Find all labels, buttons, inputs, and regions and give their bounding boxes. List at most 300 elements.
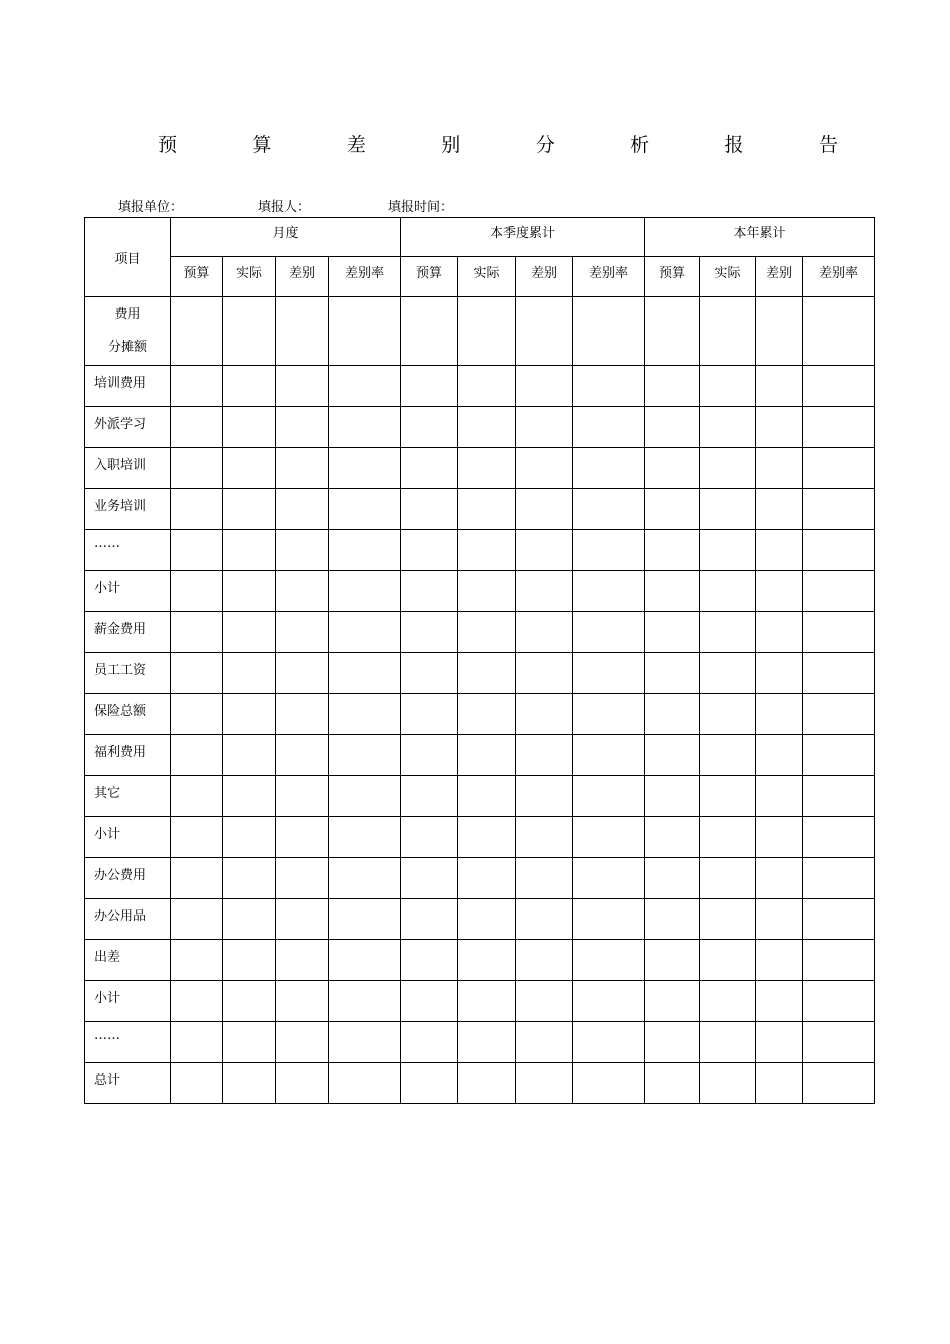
row-label: 外派学习 (85, 407, 171, 448)
table-row (85, 776, 875, 817)
row-label-line: 分摊额 (107, 340, 147, 355)
value-cell[interactable] (223, 366, 276, 407)
value-cell[interactable] (645, 735, 700, 776)
value-cell[interactable] (458, 1063, 516, 1104)
value-cell[interactable] (223, 694, 276, 735)
value-cell[interactable] (645, 489, 700, 530)
value-cell[interactable] (276, 530, 329, 571)
value-cell[interactable] (516, 612, 573, 653)
value-cell[interactable] (171, 776, 223, 817)
table-row (85, 940, 875, 981)
table-row (85, 571, 875, 612)
value-cell[interactable] (401, 366, 458, 407)
value-cell[interactable] (276, 694, 329, 735)
value-cell[interactable] (171, 571, 223, 612)
value-cell[interactable] (223, 530, 276, 571)
row-label-allocation (85, 297, 171, 366)
value-cell[interactable] (401, 297, 458, 366)
value-cell[interactable] (458, 694, 516, 735)
value-cell[interactable] (171, 489, 223, 530)
value-cell[interactable] (803, 940, 875, 981)
value-cell[interactable] (700, 981, 756, 1022)
value-cell[interactable] (171, 366, 223, 407)
value-cell[interactable] (756, 407, 803, 448)
value-cell[interactable] (645, 858, 700, 899)
value-cell[interactable] (700, 1063, 756, 1104)
header-sub-cell: 差别率 (329, 257, 401, 297)
value-cell[interactable] (329, 530, 401, 571)
value-cell[interactable] (171, 981, 223, 1022)
header-sub-cell: 实际 (223, 257, 276, 297)
header-sub-cell: 实际 (700, 257, 756, 297)
value-cell[interactable] (803, 899, 875, 940)
value-cell[interactable] (700, 817, 756, 858)
value-cell[interactable] (329, 981, 401, 1022)
header-row-subs (85, 257, 875, 297)
value-cell[interactable] (171, 297, 223, 366)
value-cell[interactable] (276, 817, 329, 858)
value-cell[interactable] (756, 366, 803, 407)
header-sub-cell: 差别率 (803, 257, 875, 297)
value-cell[interactable] (645, 297, 700, 366)
row-label: 小计 (85, 571, 171, 612)
report-meta (0, 196, 950, 216)
value-cell[interactable] (276, 858, 329, 899)
value-cell[interactable] (223, 1022, 276, 1063)
header-group-monthly: 月度 (171, 218, 401, 257)
value-cell[interactable] (573, 530, 645, 571)
value-cell[interactable] (329, 817, 401, 858)
value-cell[interactable] (803, 1022, 875, 1063)
header-sub-cell: 差别 (276, 257, 329, 297)
fill-person-label: 填报人： (258, 200, 311, 215)
value-cell[interactable] (756, 489, 803, 530)
value-cell[interactable] (458, 571, 516, 612)
value-cell[interactable] (223, 817, 276, 858)
value-cell[interactable] (401, 1022, 458, 1063)
value-cell[interactable] (756, 530, 803, 571)
value-cell[interactable] (458, 530, 516, 571)
value-cell[interactable] (645, 653, 700, 694)
header-sub-cell: 实际 (458, 257, 516, 297)
row-label: 培训费用 (85, 366, 171, 407)
table-row (85, 735, 875, 776)
value-cell[interactable] (516, 489, 573, 530)
value-cell[interactable] (401, 858, 458, 899)
value-cell[interactable] (171, 899, 223, 940)
fill-unit-label: 填报单位： (118, 200, 184, 215)
value-cell[interactable] (276, 776, 329, 817)
value-cell[interactable] (458, 448, 516, 489)
row-label: 办公用品 (85, 899, 171, 940)
value-cell[interactable] (171, 1063, 223, 1104)
table-row (85, 817, 875, 858)
value-cell[interactable] (458, 735, 516, 776)
title-char: 差 (346, 133, 366, 156)
value-cell[interactable] (276, 366, 329, 407)
table-row (85, 1063, 875, 1104)
value-cell[interactable] (401, 653, 458, 694)
value-cell[interactable] (700, 653, 756, 694)
value-cell[interactable] (458, 817, 516, 858)
value-cell[interactable] (573, 899, 645, 940)
table-row (85, 612, 875, 653)
value-cell[interactable] (223, 735, 276, 776)
value-cell[interactable] (573, 489, 645, 530)
value-cell[interactable] (329, 899, 401, 940)
value-cell[interactable] (756, 735, 803, 776)
value-cell[interactable] (329, 489, 401, 530)
value-cell[interactable] (700, 366, 756, 407)
value-cell[interactable] (803, 571, 875, 612)
value-cell[interactable] (401, 694, 458, 735)
value-cell[interactable] (171, 653, 223, 694)
value-cell[interactable] (223, 612, 276, 653)
value-cell[interactable] (803, 1063, 875, 1104)
table-row (85, 448, 875, 489)
value-cell[interactable] (276, 297, 329, 366)
report-title (158, 128, 838, 158)
header-sub-cell: 预算 (171, 257, 223, 297)
value-cell[interactable] (756, 571, 803, 612)
value-cell[interactable] (329, 776, 401, 817)
value-cell[interactable] (756, 817, 803, 858)
value-cell[interactable] (276, 899, 329, 940)
value-cell[interactable] (171, 407, 223, 448)
value-cell[interactable] (276, 407, 329, 448)
value-cell[interactable] (573, 776, 645, 817)
value-cell[interactable] (401, 899, 458, 940)
value-cell[interactable] (401, 817, 458, 858)
value-cell[interactable] (223, 407, 276, 448)
title-char: 析 (630, 133, 650, 156)
header-row-groups (85, 218, 875, 257)
value-cell[interactable] (276, 653, 329, 694)
value-cell[interactable] (803, 489, 875, 530)
value-cell[interactable] (645, 612, 700, 653)
value-cell[interactable] (803, 366, 875, 407)
value-cell[interactable] (700, 776, 756, 817)
value-cell[interactable] (223, 448, 276, 489)
value-cell[interactable] (223, 940, 276, 981)
value-cell[interactable] (803, 653, 875, 694)
value-cell[interactable] (276, 612, 329, 653)
title-char: 预 (158, 133, 178, 156)
value-cell[interactable] (756, 940, 803, 981)
value-cell[interactable] (401, 407, 458, 448)
fill-time-label: 填报时间： (388, 200, 454, 215)
value-cell[interactable] (276, 735, 329, 776)
value-cell[interactable] (700, 407, 756, 448)
value-cell[interactable] (401, 571, 458, 612)
value-cell[interactable] (458, 297, 516, 366)
value-cell[interactable] (458, 612, 516, 653)
value-cell[interactable] (223, 1063, 276, 1104)
value-cell[interactable] (516, 530, 573, 571)
value-cell[interactable] (573, 735, 645, 776)
row-label: 业务培训 (85, 489, 171, 530)
value-cell[interactable] (516, 776, 573, 817)
value-cell[interactable] (700, 571, 756, 612)
table-row (85, 694, 875, 735)
value-cell[interactable] (700, 858, 756, 899)
value-cell[interactable] (223, 653, 276, 694)
value-cell[interactable] (516, 858, 573, 899)
value-cell[interactable] (516, 981, 573, 1022)
header-group-year: 本年累计 (645, 218, 875, 257)
value-cell[interactable] (171, 694, 223, 735)
table-row (85, 366, 875, 407)
value-cell[interactable] (700, 448, 756, 489)
value-cell[interactable] (223, 858, 276, 899)
value-cell[interactable] (223, 571, 276, 612)
value-cell[interactable] (756, 899, 803, 940)
value-cell[interactable] (171, 612, 223, 653)
value-cell[interactable] (803, 817, 875, 858)
value-cell[interactable] (458, 776, 516, 817)
value-cell[interactable] (329, 1063, 401, 1104)
value-cell[interactable] (458, 940, 516, 981)
value-cell[interactable] (401, 448, 458, 489)
value-cell[interactable] (516, 448, 573, 489)
value-cell[interactable] (803, 981, 875, 1022)
value-cell[interactable] (756, 653, 803, 694)
value-cell[interactable] (803, 530, 875, 571)
value-cell[interactable] (516, 899, 573, 940)
value-cell[interactable] (573, 612, 645, 653)
value-cell[interactable] (700, 899, 756, 940)
value-cell[interactable] (700, 297, 756, 366)
value-cell[interactable] (401, 530, 458, 571)
value-cell[interactable] (645, 571, 700, 612)
value-cell[interactable] (803, 407, 875, 448)
value-cell[interactable] (329, 571, 401, 612)
value-cell[interactable] (401, 612, 458, 653)
table-row (85, 858, 875, 899)
value-cell[interactable] (645, 940, 700, 981)
value-cell[interactable] (756, 694, 803, 735)
value-cell[interactable] (329, 858, 401, 899)
header-sub-cell: 差别率 (573, 257, 645, 297)
value-cell[interactable] (329, 1022, 401, 1063)
value-cell[interactable] (803, 612, 875, 653)
title-char: 别 (441, 133, 461, 156)
value-cell[interactable] (401, 776, 458, 817)
value-cell[interactable] (458, 489, 516, 530)
table-row (85, 530, 875, 571)
row-label: 其它 (85, 776, 171, 817)
value-cell[interactable] (516, 407, 573, 448)
value-cell[interactable] (516, 735, 573, 776)
value-cell[interactable] (700, 940, 756, 981)
value-cell[interactable] (401, 940, 458, 981)
value-cell[interactable] (756, 981, 803, 1022)
value-cell[interactable] (803, 297, 875, 366)
value-cell[interactable] (171, 530, 223, 571)
header-item: 项目 (85, 218, 171, 297)
value-cell[interactable] (329, 448, 401, 489)
value-cell[interactable] (573, 448, 645, 489)
value-cell[interactable] (645, 366, 700, 407)
value-cell[interactable] (645, 694, 700, 735)
value-cell[interactable] (645, 1022, 700, 1063)
value-cell[interactable] (516, 653, 573, 694)
value-cell[interactable] (573, 981, 645, 1022)
row-label: …… (85, 1022, 171, 1063)
value-cell[interactable] (645, 817, 700, 858)
row-label: 薪金费用 (85, 612, 171, 653)
value-cell[interactable] (516, 366, 573, 407)
title-char: 算 (252, 133, 272, 156)
value-cell[interactable] (171, 817, 223, 858)
value-cell[interactable] (573, 571, 645, 612)
value-cell[interactable] (329, 366, 401, 407)
value-cell[interactable] (329, 694, 401, 735)
value-cell[interactable] (756, 297, 803, 366)
value-cell[interactable] (756, 1022, 803, 1063)
value-cell[interactable] (803, 858, 875, 899)
value-cell[interactable] (516, 571, 573, 612)
row-label: 办公费用 (85, 858, 171, 899)
value-cell[interactable] (329, 735, 401, 776)
row-label: …… (85, 530, 171, 571)
row-label: 出差 (85, 940, 171, 981)
value-cell[interactable] (276, 981, 329, 1022)
value-cell[interactable] (516, 694, 573, 735)
row-label-line: 费用 (114, 307, 141, 322)
value-cell[interactable] (458, 899, 516, 940)
value-cell[interactable] (516, 297, 573, 366)
table-row (85, 899, 875, 940)
value-cell[interactable] (458, 407, 516, 448)
value-cell[interactable] (171, 448, 223, 489)
value-cell[interactable] (756, 1063, 803, 1104)
value-cell[interactable] (276, 940, 329, 981)
value-cell[interactable] (803, 694, 875, 735)
value-cell[interactable] (329, 297, 401, 366)
value-cell[interactable] (276, 1063, 329, 1104)
value-cell[interactable] (803, 735, 875, 776)
value-cell[interactable] (171, 735, 223, 776)
row-label: 保险总额 (85, 694, 171, 735)
value-cell[interactable] (458, 366, 516, 407)
row-label: 福利费用 (85, 735, 171, 776)
value-cell[interactable] (516, 817, 573, 858)
value-cell[interactable] (573, 817, 645, 858)
value-cell[interactable] (756, 448, 803, 489)
table-row (85, 653, 875, 694)
value-cell[interactable] (573, 1063, 645, 1104)
value-cell[interactable] (223, 297, 276, 366)
value-cell[interactable] (573, 1022, 645, 1063)
value-cell[interactable] (223, 981, 276, 1022)
value-cell[interactable] (645, 530, 700, 571)
value-cell[interactable] (645, 1063, 700, 1104)
header-sub-cell: 预算 (401, 257, 458, 297)
title-char: 分 (535, 133, 555, 156)
row-label: 入职培训 (85, 448, 171, 489)
value-cell[interactable] (573, 858, 645, 899)
value-cell[interactable] (645, 407, 700, 448)
value-cell[interactable] (700, 489, 756, 530)
value-cell[interactable] (329, 407, 401, 448)
header-sub-cell: 差别 (516, 257, 573, 297)
row-label: 小计 (85, 981, 171, 1022)
value-cell[interactable] (756, 858, 803, 899)
header-sub-cell: 预算 (645, 257, 700, 297)
value-cell[interactable] (573, 297, 645, 366)
title-char: 告 (818, 133, 838, 156)
value-cell[interactable] (700, 1022, 756, 1063)
value-cell[interactable] (573, 940, 645, 981)
value-cell[interactable] (645, 776, 700, 817)
value-cell[interactable] (401, 981, 458, 1022)
value-cell[interactable] (171, 858, 223, 899)
value-cell[interactable] (276, 1022, 329, 1063)
value-cell[interactable] (700, 694, 756, 735)
value-cell[interactable] (171, 940, 223, 981)
value-cell[interactable] (401, 1063, 458, 1104)
value-cell[interactable] (329, 940, 401, 981)
value-cell[interactable] (700, 612, 756, 653)
header-group-quarter: 本季度累计 (401, 218, 645, 257)
value-cell[interactable] (516, 940, 573, 981)
value-cell[interactable] (458, 653, 516, 694)
budget-variance-table (84, 217, 875, 1104)
row-label: 总计 (85, 1063, 171, 1104)
value-cell[interactable] (329, 653, 401, 694)
title-char: 报 (724, 133, 744, 156)
value-cell[interactable] (223, 776, 276, 817)
value-cell[interactable] (573, 694, 645, 735)
table-row (85, 489, 875, 530)
value-cell[interactable] (329, 612, 401, 653)
value-cell[interactable] (573, 653, 645, 694)
table-row (85, 407, 875, 448)
value-cell[interactable] (458, 1022, 516, 1063)
value-cell[interactable] (700, 735, 756, 776)
value-cell[interactable] (756, 776, 803, 817)
value-cell[interactable] (645, 981, 700, 1022)
value-cell[interactable] (401, 489, 458, 530)
value-cell[interactable] (573, 407, 645, 448)
value-cell[interactable] (645, 448, 700, 489)
row-label: 小计 (85, 817, 171, 858)
value-cell[interactable] (223, 489, 276, 530)
value-cell[interactable] (276, 448, 329, 489)
row-label: 员工工资 (85, 653, 171, 694)
value-cell[interactable] (458, 981, 516, 1022)
value-cell[interactable] (276, 489, 329, 530)
value-cell[interactable] (700, 530, 756, 571)
table-row (85, 1022, 875, 1063)
table-row (85, 297, 875, 366)
value-cell[interactable] (458, 858, 516, 899)
value-cell[interactable] (401, 735, 458, 776)
header-sub-cell: 差别 (756, 257, 803, 297)
value-cell[interactable] (803, 448, 875, 489)
value-cell[interactable] (516, 1022, 573, 1063)
value-cell[interactable] (516, 1063, 573, 1104)
value-cell[interactable] (803, 776, 875, 817)
value-cell[interactable] (645, 899, 700, 940)
value-cell[interactable] (756, 612, 803, 653)
table-row (85, 981, 875, 1022)
value-cell[interactable] (276, 571, 329, 612)
value-cell[interactable] (223, 899, 276, 940)
value-cell[interactable] (573, 366, 645, 407)
value-cell[interactable] (171, 1022, 223, 1063)
